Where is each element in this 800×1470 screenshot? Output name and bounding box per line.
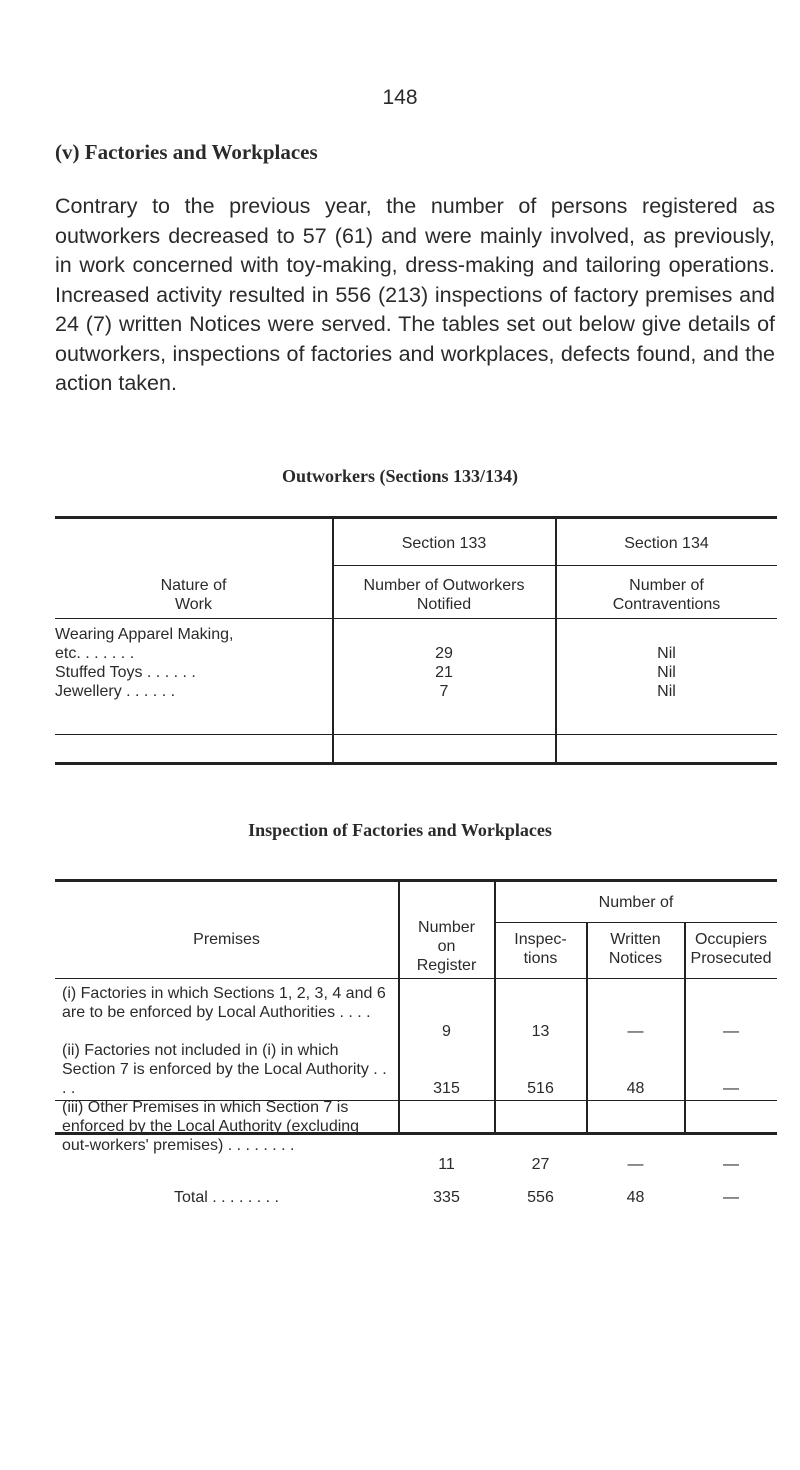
total-inspections: 556 [527, 1189, 554, 1206]
col-number-of: Number of [598, 894, 674, 911]
row-nature: Jewellery . . . . . . [55, 683, 176, 700]
inspection-table-title: Inspection of Factories and Workplaces [248, 820, 552, 840]
page-number: 148 [382, 86, 418, 109]
total-register: 335 [433, 1189, 460, 1206]
premises-row-i: (i) Factories in which Sections 1, 2, 3, 4 and 6 are to be enforced by Local Authorities . . . . [62, 985, 386, 1021]
row-s133: 21 [435, 664, 453, 681]
col-occupiers-prosecuted: Occupiers Prosecuted [690, 931, 772, 967]
register-value: 11 [438, 1156, 455, 1173]
outworkers-table-title: Outworkers (Sections 133/134) [282, 466, 518, 486]
col-section-133: Section 133 [401, 535, 487, 552]
section-heading: (v) Factories and Workplaces [55, 140, 318, 164]
col-nature-of-work: Nature of Work [160, 577, 227, 613]
total-notices: 48 [626, 1189, 645, 1206]
premises-row-ii: (ii) Factories not included in (i) in which Section 7 is enforced by the Local Authority . . . . [62, 1042, 387, 1097]
col-written-notices: Written Notices [608, 931, 663, 967]
row-s133: 29 [435, 645, 453, 662]
col-inspections: Inspec- tions [514, 931, 567, 967]
prosecuted-value: — [723, 1156, 739, 1173]
row-nature: Wearing Apparel Making, etc. . . . . . . [55, 626, 234, 662]
notices-value: 48 [626, 1080, 645, 1097]
intro-paragraph: Contrary to the previous year, the number of persons registered as outworkers decreased to 57 (61) and were mainly involved, as previously, in work concerned with toy-making, dress-making and tailoring operations. Increased activity resulted in 556 (213) inspections of factory premises and 24 (7) written Notices were served. The tables set out below give details of outworkers, inspections of factories and workplaces, defects found, and the action taken. [55, 194, 775, 395]
row-nature: Stuffed Toys . . . . . . [55, 664, 196, 681]
notices-value: — [627, 1156, 644, 1173]
prosecuted-value: — [723, 1080, 739, 1097]
register-value: 9 [442, 1023, 451, 1040]
register-value: 315 [433, 1080, 460, 1097]
row-s134: Nil [657, 664, 676, 681]
prosecuted-value: — [723, 1023, 739, 1040]
total-prosecuted: — [723, 1189, 739, 1206]
col-section-134-sub: Number of Contraventions [612, 577, 721, 613]
notices-value: — [627, 1023, 644, 1040]
inspections-value: 27 [531, 1156, 550, 1173]
col-section-133-sub: Number of Outworkers Notified [363, 577, 525, 613]
inspections-value: 516 [527, 1080, 554, 1097]
col-premises: Premises [193, 931, 260, 948]
row-s134: Nil [657, 683, 676, 700]
row-s133: 7 [439, 683, 449, 700]
col-number-on-register: Number on Register [416, 919, 477, 974]
row-s134: Nil [657, 645, 676, 662]
premises-row-iii: (iii) Other Premises in which Section 7 is enforced by the Local Authority (excluding out-workers' premises) . . . . . . . . [62, 1099, 360, 1154]
total-label: Total . . . . . . . . [174, 1189, 279, 1206]
col-section-134: Section 134 [624, 535, 709, 552]
inspections-value: 13 [531, 1023, 550, 1040]
